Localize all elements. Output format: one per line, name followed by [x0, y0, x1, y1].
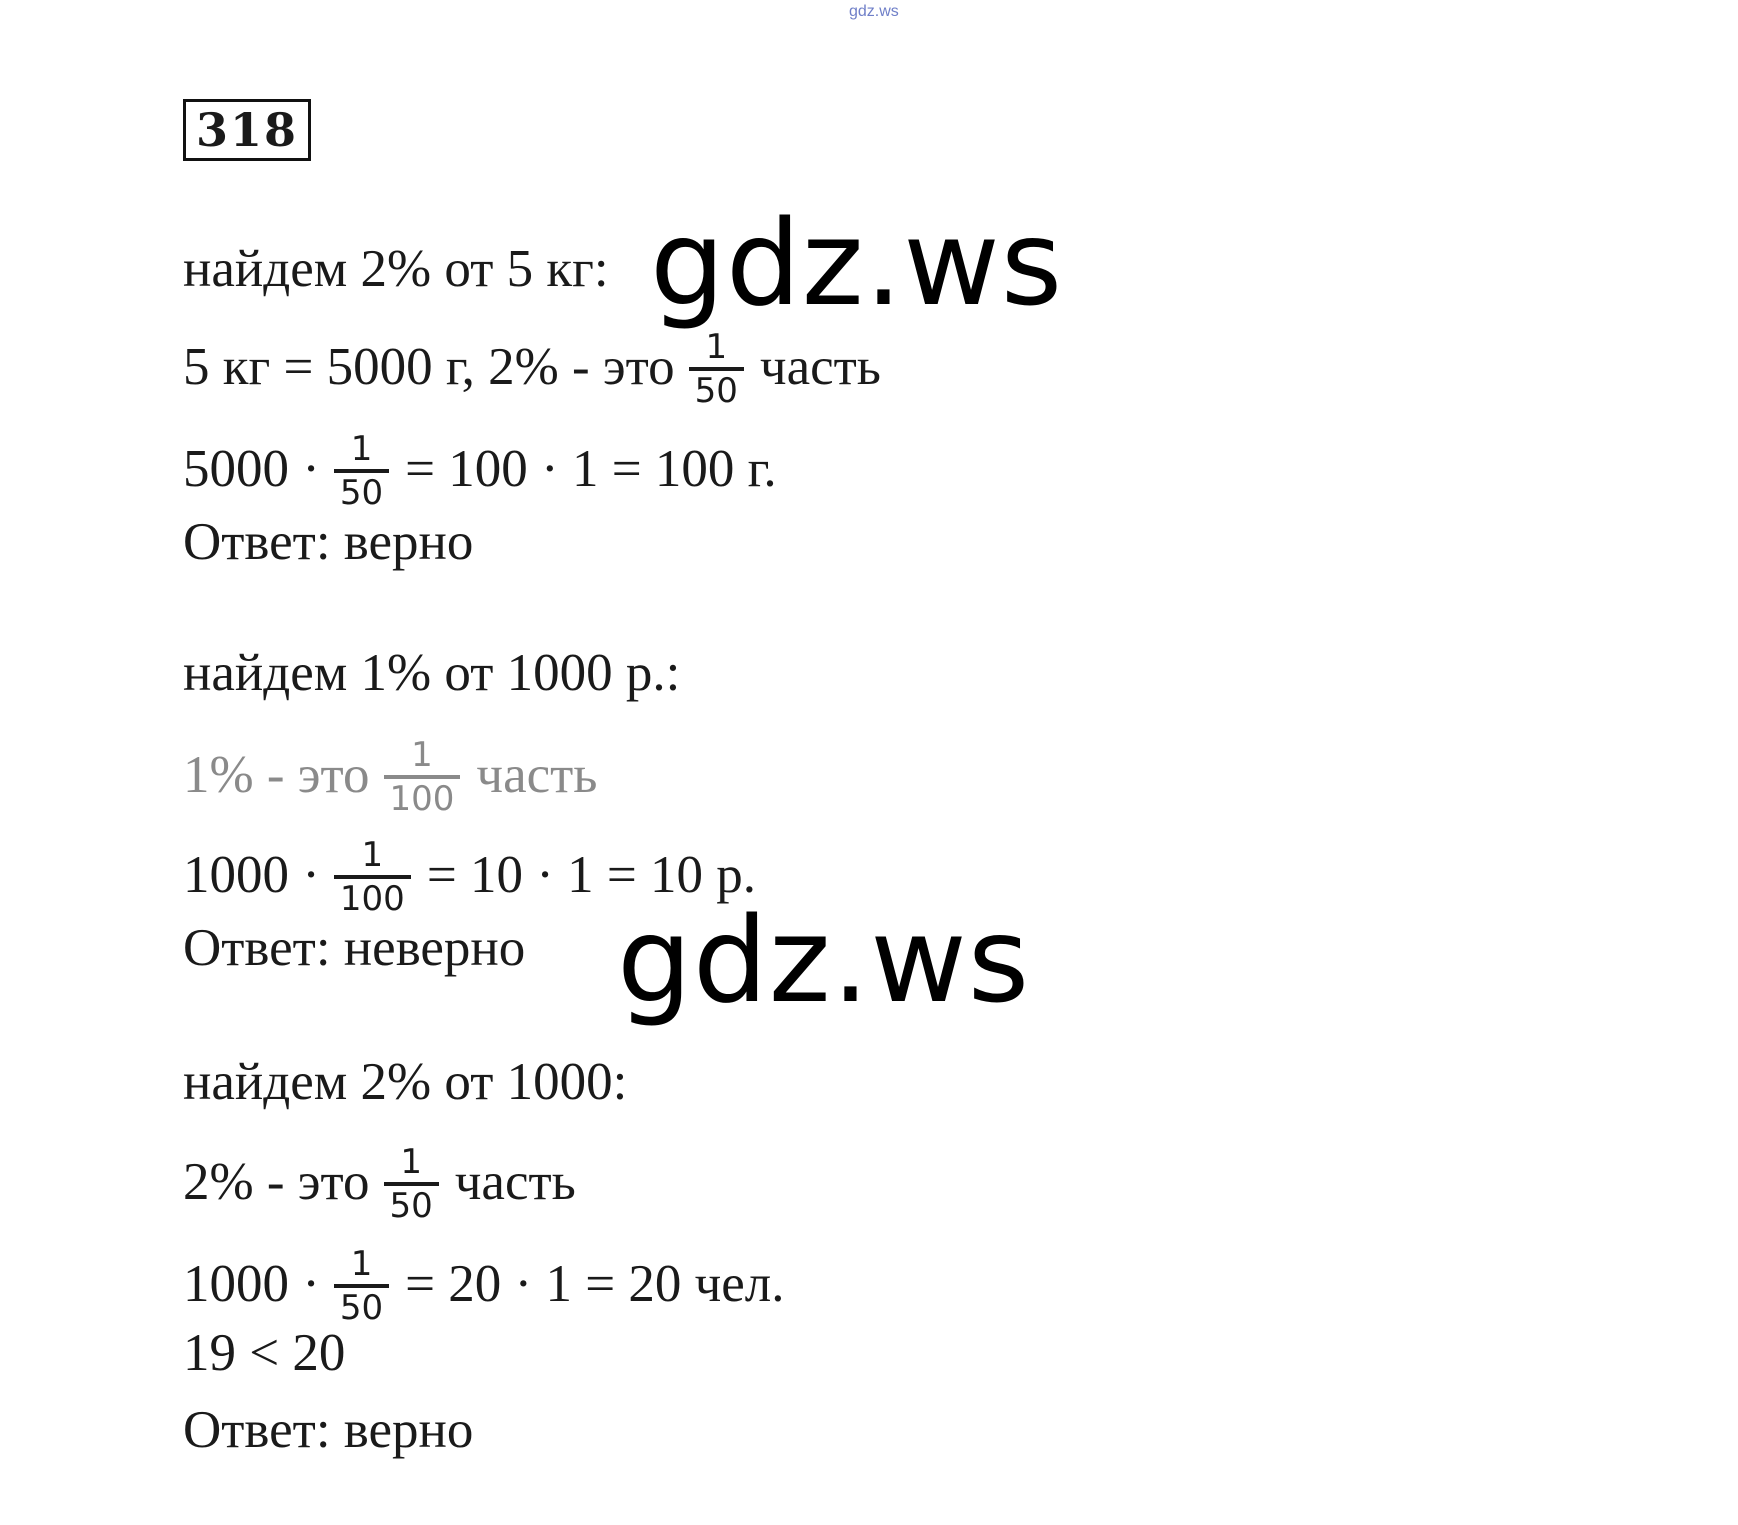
fraction-numerator: 1	[400, 1142, 422, 1182]
fraction-denominator: 50	[339, 1288, 384, 1328]
fraction-numerator: 1	[350, 429, 373, 469]
site-mark: gdz.ws	[849, 3, 899, 20]
part1-line3	[183, 427, 777, 511]
fraction-denominator: 50	[694, 371, 738, 411]
part3-line1	[183, 1052, 627, 1112]
watermark-logo: gdz.ws	[650, 194, 1064, 332]
fraction-numerator: 1	[361, 835, 384, 875]
part1-line2-after: часть	[759, 338, 881, 396]
part2-answer	[183, 918, 525, 978]
part2-line2-after: часть	[476, 746, 598, 804]
part2-line3-fraction	[334, 835, 411, 919]
part3-comparison-text: 19 < 20	[183, 1324, 346, 1382]
part3-line2-before: 2% - это	[183, 1153, 370, 1211]
part3-line1-text: найдем 2% от 1000:	[183, 1053, 628, 1111]
part2-line1-text: найдем 1% от 1000 р.:	[183, 644, 681, 702]
part2-line3-before: 1000 ·	[183, 846, 320, 904]
part3-line2	[183, 1140, 576, 1224]
part3-answer	[183, 1400, 473, 1460]
part2-line2-before: 1% - это	[183, 746, 370, 804]
part1-answer-text: Ответ: верно	[183, 513, 474, 571]
watermark-logo: gdz.ws	[617, 891, 1031, 1029]
fraction-numerator: 1	[705, 327, 728, 367]
part1-line2-fraction	[689, 327, 744, 411]
part2-line2	[183, 733, 597, 817]
part3-line3-before: 1000 ·	[183, 1255, 320, 1313]
part1-line1	[183, 239, 609, 299]
part2-answer-text: Ответ: неверно	[183, 919, 526, 977]
part3-line3-after: = 20 · 1 = 20 чел.	[405, 1255, 785, 1313]
part1-line1-text: найдем 2% от 5 кг:	[183, 240, 609, 298]
fraction-denominator: 50	[339, 473, 384, 513]
part3-comparison	[183, 1323, 345, 1383]
part2-line1	[183, 643, 680, 703]
part3-line3-fraction	[334, 1244, 389, 1328]
fraction-numerator: 1	[350, 1244, 373, 1284]
task-number-box: 318	[183, 99, 311, 161]
part1-line3-before: 5000 ·	[183, 440, 320, 498]
part1-line3-fraction	[334, 429, 389, 513]
part3-answer-text: Ответ: верно	[183, 1401, 474, 1459]
fraction-denominator: 100	[389, 779, 455, 819]
part1-line2	[183, 325, 881, 409]
part3-line2-after: часть	[454, 1153, 576, 1211]
part1-line2-before: 5 кг = 5000 г, 2% - это	[183, 338, 675, 396]
fraction-denominator: 50	[389, 1186, 433, 1226]
part3-line2-fraction	[384, 1142, 439, 1226]
part3-line3	[183, 1242, 784, 1326]
part2-line3-after: = 10 · 1 = 10 р.	[426, 846, 756, 904]
part1-line3-after: = 100 · 1 = 100 г.	[405, 440, 777, 498]
fraction-denominator: 100	[339, 879, 405, 919]
part1-answer	[183, 512, 473, 572]
part2-line2-fraction	[384, 735, 461, 819]
fraction-numerator: 1	[411, 735, 433, 775]
